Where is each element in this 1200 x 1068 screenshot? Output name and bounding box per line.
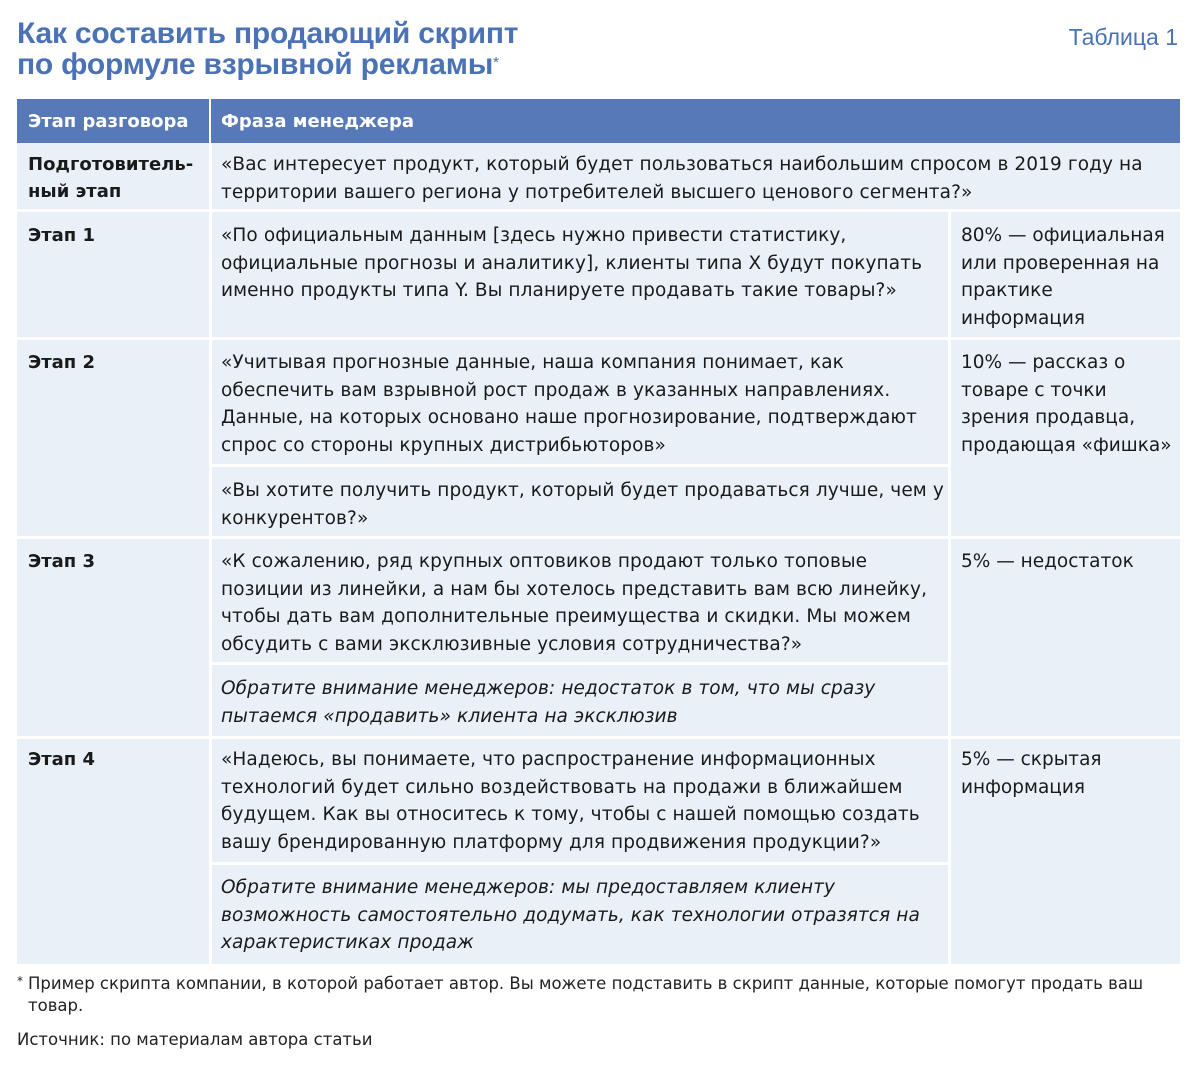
- grid-line: [17, 736, 1180, 739]
- grid-line: [211, 464, 948, 467]
- stage-label: Этап 2: [28, 352, 96, 373]
- grid-line: [211, 662, 948, 665]
- header-stage: Этап разговора: [28, 111, 189, 132]
- stage-share-note: 5% — скрытая информация: [961, 749, 1102, 798]
- title-line-2: [17, 49, 917, 80]
- header-divider: [209, 99, 211, 143]
- manager-phrase: «Надеюсь, вы понимаете, что распространение информационных технологий будет сильно воздействовать на продажи в ближайшем будущем. Как вы относитесь к тому, чтобы с нашей помощью создать вашу брендированную платформу для продвижения продукции?»: [221, 749, 920, 853]
- title-line-1: Как составить продающий скрипт: [17, 17, 519, 50]
- table-header: [17, 99, 1180, 143]
- script-table: [17, 99, 1180, 964]
- stage-share-note: 80% — официальная или проверенная на практике информация: [961, 225, 1165, 329]
- table-title: [17, 18, 917, 80]
- manager-phrase: «По официальным данным [здесь нужно привести статистику, официальные прогнозы и аналитику], клиенты типа X будут покупать именно продукты типа Y. Вы планируете продавать такие товары?»: [221, 225, 923, 301]
- footnote-mark: *: [17, 974, 23, 988]
- grid-line: [17, 337, 1180, 340]
- grid-line: [209, 143, 212, 964]
- manager-phrase: «Учитывая прогнозные данные, наша компания понимает, как обеспечить вам взрывной рост продаж в указанных направлениях. Данные, на которых основано наше прогнозирование, подтверждают спрос со стороны крупных дистрибьюторов»: [221, 352, 917, 456]
- table-number-label: Таблица 1: [1068, 24, 1178, 50]
- manager-phrase: «К сожалению, ряд крупных оптовиков продают только топовые позиции из линейки, а нам бы хотелось представить вам всю линейку, чтобы дать вам дополнительные преимущества и скидки. Мы можем обсудить с вами эксклюзивные условия сотрудничества?»: [221, 551, 928, 655]
- stage-label: Этап 4: [28, 749, 96, 770]
- manager-tip: Обратите внимание менеджеров: мы предоставляем клиенту возможность самостоятельно додумать, как технологии отразятся на характеристиках продаж: [221, 877, 920, 953]
- stage-label: Этап 3: [28, 551, 96, 572]
- footnote: [17, 973, 1177, 1017]
- title-footnote-mark: *: [493, 54, 499, 71]
- title-line-2-text: по формуле взрывной рекламы: [17, 48, 494, 81]
- source-note: Источник: по материалам автора статьи: [17, 1030, 373, 1049]
- footnote-text: Пример скрипта компании, в которой работает автор. Вы можете подставить в скрипт данные, которые помогут продать ваш товар.: [28, 974, 1144, 1015]
- grid-line: [948, 210, 951, 964]
- grid-line: [17, 209, 1180, 212]
- stage-share-note: 10% — рассказ о товаре с точки зрения продавца, продающая «фишка»: [961, 352, 1172, 456]
- manager-tip: Обратите внимание менеджеров: недостаток в том, что мы сразу пытаемся «продавить» клиента на эксклюзив: [221, 678, 876, 727]
- grid-line: [17, 536, 1180, 539]
- manager-phrase-followup: «Вы хотите получить продукт, который будет продаваться лучше, чем у конкурентов?»: [221, 480, 944, 529]
- grid-line: [211, 862, 948, 865]
- stage-label: Этап 1: [28, 225, 96, 246]
- header-phrase: Фраза менеджера: [221, 111, 415, 132]
- stage-label: Подготовитель- ный этап: [28, 154, 194, 202]
- stage-share-note: 5% — недостаток: [961, 551, 1134, 572]
- manager-phrase: «Вас интересует продукт, который будет пользоваться наибольшим спросом в 2019 году на территории вашего региона у потребителей высшего ценового сегмента?»: [221, 154, 1143, 203]
